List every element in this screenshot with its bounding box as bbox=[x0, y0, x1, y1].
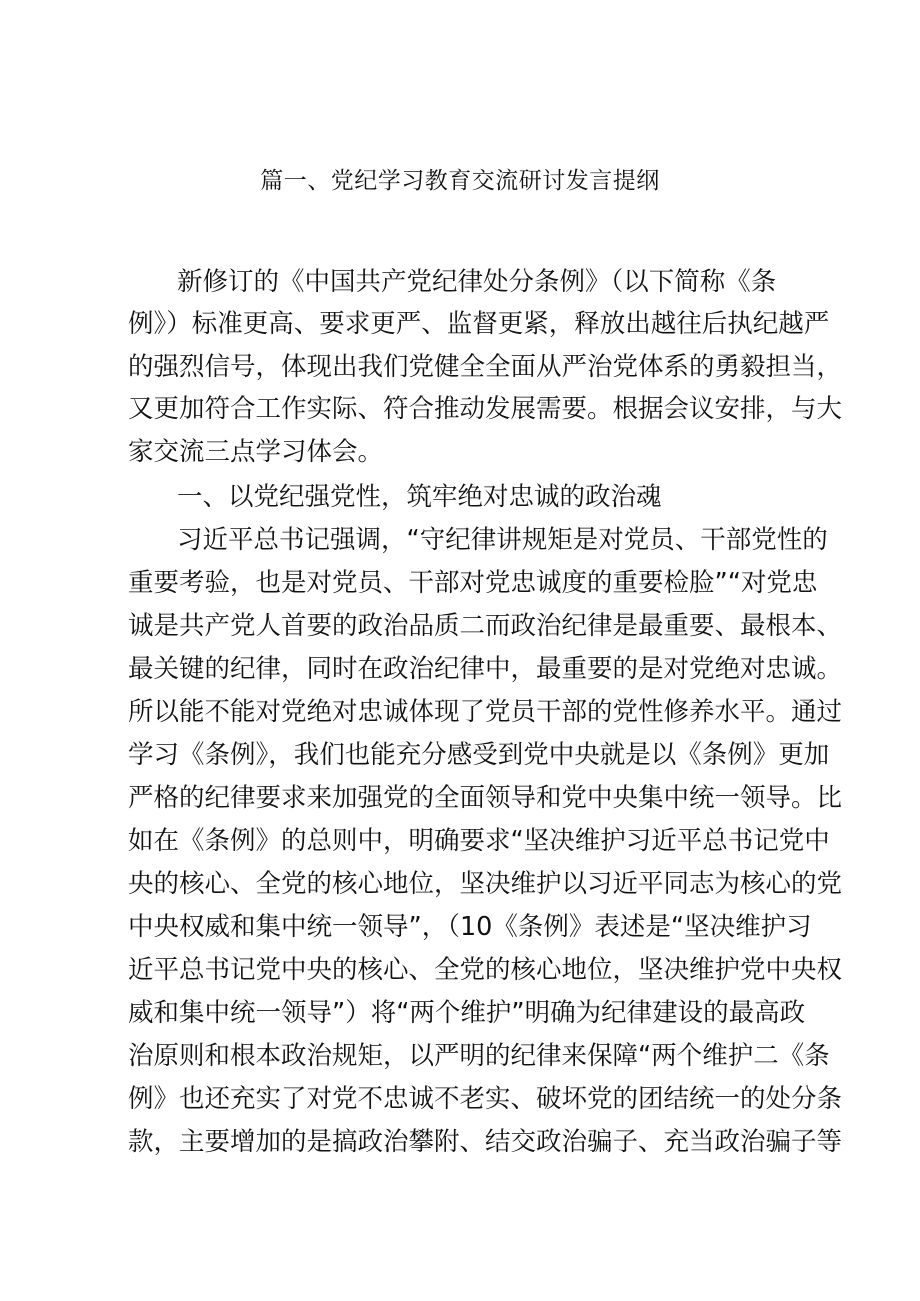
paragraph-line: 威和集中统一领导”）将“两个维护”明确为纪律建设的最高政 bbox=[128, 998, 806, 1028]
paragraph-line: 款，主要增加的是搞政治攀附、结交政治骗子、充当政治骗子等 bbox=[128, 1127, 843, 1157]
section-heading: 一、以党纪强党性，筑牢绝对忠诚的政治魂 bbox=[177, 482, 662, 512]
paragraph-line: 如在《条例》的总则中，明确要求“坚决维护习近平总书记党中 bbox=[128, 826, 830, 856]
paragraph-line: 例》）标准更高、要求更严、监督更紧，释放出越往后执纪越严 bbox=[128, 309, 830, 339]
paragraph-line: 所以能不能对党绝对忠诚体现了党员干部的党性修养水平。通过 bbox=[128, 697, 843, 727]
document-title: 篇一、党纪学习教育交流研讨发言提纲 bbox=[260, 168, 660, 194]
paragraph-line: 习近平总书记强调，“守纪律讲规矩是对党员、干部党性的 bbox=[177, 525, 828, 555]
paragraph-line: 又更加符合工作实际、符合推动发展需要。根据会议安排，与大 bbox=[128, 394, 843, 424]
paragraph-line: 最关键的纪律，同时在政治纪律中，最重要的是对党绝对忠诚。 bbox=[128, 654, 843, 684]
paragraph-line: 新修订的《中国共产党纪律处分条例》（以下简称《条 bbox=[177, 267, 777, 297]
paragraph-line: 治原则和根本政治规矩，以严明的纪律来保障“两个维护二《条 bbox=[128, 1041, 830, 1071]
paragraph-line: 近平总书记党中央的核心、全党的核心地位，坚决维护党中央权 bbox=[128, 955, 843, 985]
paragraph-line: 家交流三点学习体会。 bbox=[128, 437, 384, 467]
paragraph-line: 严格的纪律要求来加强党的全面领导和党中央集中统一领导。比 bbox=[128, 783, 843, 813]
paragraph-line: 诚是共产党人首要的政治品质二而政治纪律是最重要、最根本、 bbox=[128, 611, 843, 641]
paragraph-line: 中央权威和集中统一领导”，（10《条例》表述是“坚决维护习 bbox=[128, 912, 812, 942]
paragraph-line: 例》也还充实了对党不忠诚不老实、破坏党的团结统一的处分条 bbox=[128, 1084, 843, 1114]
paragraph-line: 的强烈信号，体现出我们党健全全面从严治党体系的勇毅担当， bbox=[128, 352, 843, 382]
paragraph-line: 央的核心、全党的核心地位，坚决维护以习近平同志为核心的党 bbox=[128, 869, 843, 899]
paragraph-line: 学习《条例》，我们也能充分感受到党中央就是以《条例》更加 bbox=[128, 740, 830, 770]
paragraph-line: 重要考验，也是对党员、干部对党忠诚度的重要检脸”“对党忠 bbox=[128, 568, 818, 598]
